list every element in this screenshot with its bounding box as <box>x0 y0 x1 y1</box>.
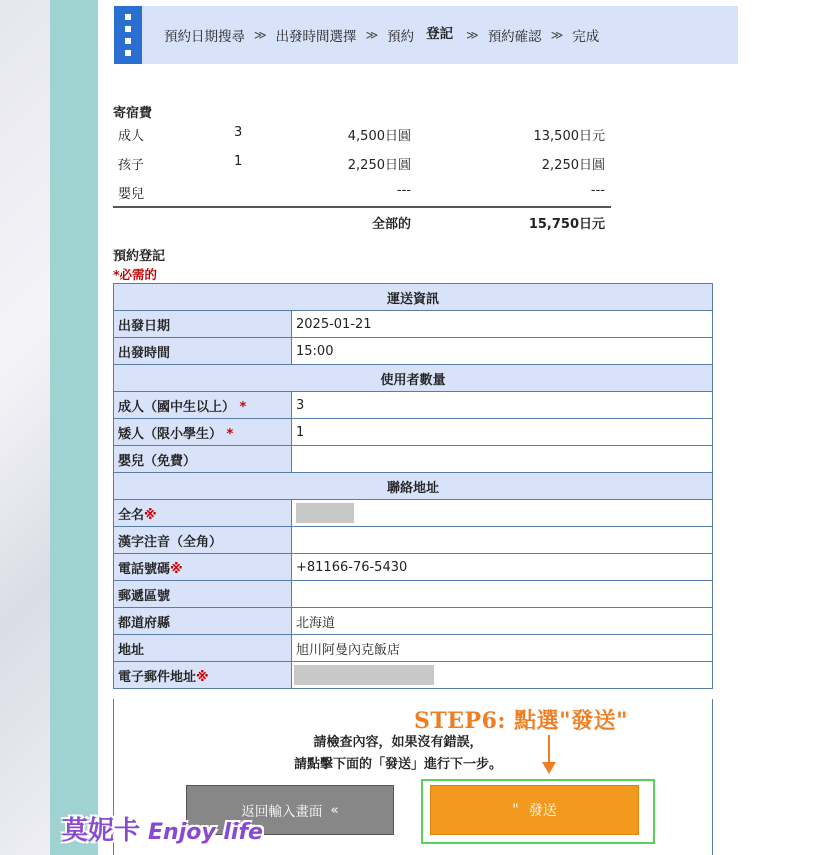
fee-amount: --- <box>590 183 605 198</box>
step-date-search: 預約日期搜尋 <box>164 29 245 45</box>
fee-divider <box>113 206 611 208</box>
watermark-cn: 莫妮卡 <box>62 816 141 846</box>
field-label <box>114 392 292 419</box>
step-separator: ≫ <box>365 28 379 42</box>
section-header: 使用者數量 <box>114 365 713 392</box>
field-label: 地址 <box>114 635 292 662</box>
email-label: 電子郵件地址 <box>118 669 197 685</box>
double-chevron-icon: « <box>330 802 339 818</box>
required-mark: ※ <box>170 561 183 577</box>
fee-row-infant <box>113 183 611 203</box>
arrow-head-icon <box>542 762 556 774</box>
instruction-line-1: 請檢查內容，如果沒有錯誤， <box>313 735 483 750</box>
watermark-en: Enjoy life <box>148 820 263 845</box>
child-label: 矮人（限小學生） <box>118 426 223 442</box>
fee-total-label: 全部的 <box>371 217 411 232</box>
adult-count-value: 3 <box>292 392 713 419</box>
fee-total-amount: 15,750日元 <box>528 217 605 232</box>
step-confirm: 預約確認 <box>487 29 542 45</box>
field-label <box>114 419 292 446</box>
reservation-form-table <box>113 283 713 689</box>
adult-label: 成人（國中生以上） <box>118 399 236 415</box>
section-header: 運送資訊 <box>114 284 713 311</box>
back-button-label: 返回輸入畫面 <box>241 804 323 820</box>
section-header: 聯絡地址 <box>114 473 713 500</box>
field-label: 都道府縣 <box>114 608 292 635</box>
row-phone <box>114 554 713 581</box>
fee-total-row <box>113 213 611 233</box>
step-progress-bar <box>114 6 738 64</box>
row-adult <box>114 392 713 419</box>
field-label <box>114 500 292 527</box>
side-stripe <box>50 0 98 855</box>
row-child <box>114 419 713 446</box>
field-label <box>114 554 292 581</box>
full-name-value <box>292 500 713 527</box>
fee-amount: 13,500日元 <box>533 129 605 144</box>
row-address <box>114 635 713 662</box>
departure-date-value: 2025-01-21 <box>292 311 713 338</box>
step-current-register: 登記 <box>426 26 454 42</box>
step-separator: ≫ <box>254 28 267 42</box>
fee-amount: 2,250日圓 <box>541 158 605 173</box>
field-label: 嬰兒（免費） <box>114 446 292 473</box>
registration-title: 預約登記 <box>113 249 166 264</box>
name-label: 全名 <box>118 507 145 523</box>
fee-row-adult <box>113 125 611 145</box>
field-label: 郵遞區號 <box>114 581 292 608</box>
infant-count-value <box>292 446 713 473</box>
instruction-text <box>258 732 538 776</box>
field-label: 出發日期 <box>114 311 292 338</box>
phone-label: 電話號碼 <box>118 561 171 577</box>
step-complete: 完成 <box>572 29 600 45</box>
step-marker-icon <box>114 6 142 64</box>
page-background <box>0 0 50 855</box>
postal-value <box>292 581 713 608</box>
step-separator: ≫ <box>550 28 564 42</box>
row-infant <box>114 446 713 473</box>
row-postal <box>114 581 713 608</box>
step-time-select: 出發時間選擇 <box>275 29 357 45</box>
step-reserve: 預約 <box>387 29 415 45</box>
row-departure-date <box>114 311 713 338</box>
field-label: 出發時間 <box>114 338 292 365</box>
phone-value: +81166-76-5430 <box>292 554 713 581</box>
required-note: *必需的 <box>113 267 158 282</box>
required-mark: * <box>226 426 234 442</box>
watermark <box>62 810 263 847</box>
instruction-line-2: 請點擊下面的「發送」進行下一步。 <box>293 757 502 772</box>
email-value <box>292 662 713 689</box>
redacted-email <box>294 665 434 685</box>
main-content <box>98 0 816 855</box>
redacted-name <box>296 503 354 523</box>
fee-row-child <box>113 154 611 174</box>
field-label <box>114 662 292 689</box>
row-departure-time <box>114 338 713 365</box>
child-count-value: 1 <box>292 419 713 446</box>
section-contact <box>114 473 713 500</box>
fee-unit-price: 2,250日圓 <box>347 158 411 173</box>
fee-label: 嬰兒 <box>118 187 145 202</box>
fee-title: 寄宿費 <box>113 106 153 121</box>
fee-label: 孩子 <box>118 158 145 173</box>
section-users <box>114 365 713 392</box>
row-kana <box>114 527 713 554</box>
fee-label: 成人 <box>118 129 145 144</box>
field-label: 漢字注音（全角） <box>114 527 292 554</box>
row-email <box>114 662 713 689</box>
departure-time-value: 15:00 <box>292 338 713 365</box>
required-mark: * <box>239 399 247 415</box>
step-list <box>164 6 599 64</box>
required-mark: ※ <box>144 507 157 523</box>
send-button-label: 發送 <box>528 803 557 819</box>
fee-qty: 3 <box>234 125 243 140</box>
fee-qty: 1 <box>234 154 243 169</box>
quote-mark-icon: " <box>512 802 519 818</box>
address-value: 旭川阿曼內克飯店 <box>292 635 713 662</box>
kana-value <box>292 527 713 554</box>
fee-unit-price: 4,500日圓 <box>347 129 411 144</box>
section-transport <box>114 284 713 311</box>
required-mark: ※ <box>196 669 209 685</box>
fee-unit-price: --- <box>396 183 411 198</box>
row-prefecture <box>114 608 713 635</box>
step-separator: ≫ <box>466 28 479 42</box>
prefecture-value: 北海道 <box>292 608 713 635</box>
send-button[interactable] <box>430 785 639 835</box>
row-full-name <box>114 500 713 527</box>
step-annotation: STEP6: 點選"發送" <box>414 708 629 734</box>
